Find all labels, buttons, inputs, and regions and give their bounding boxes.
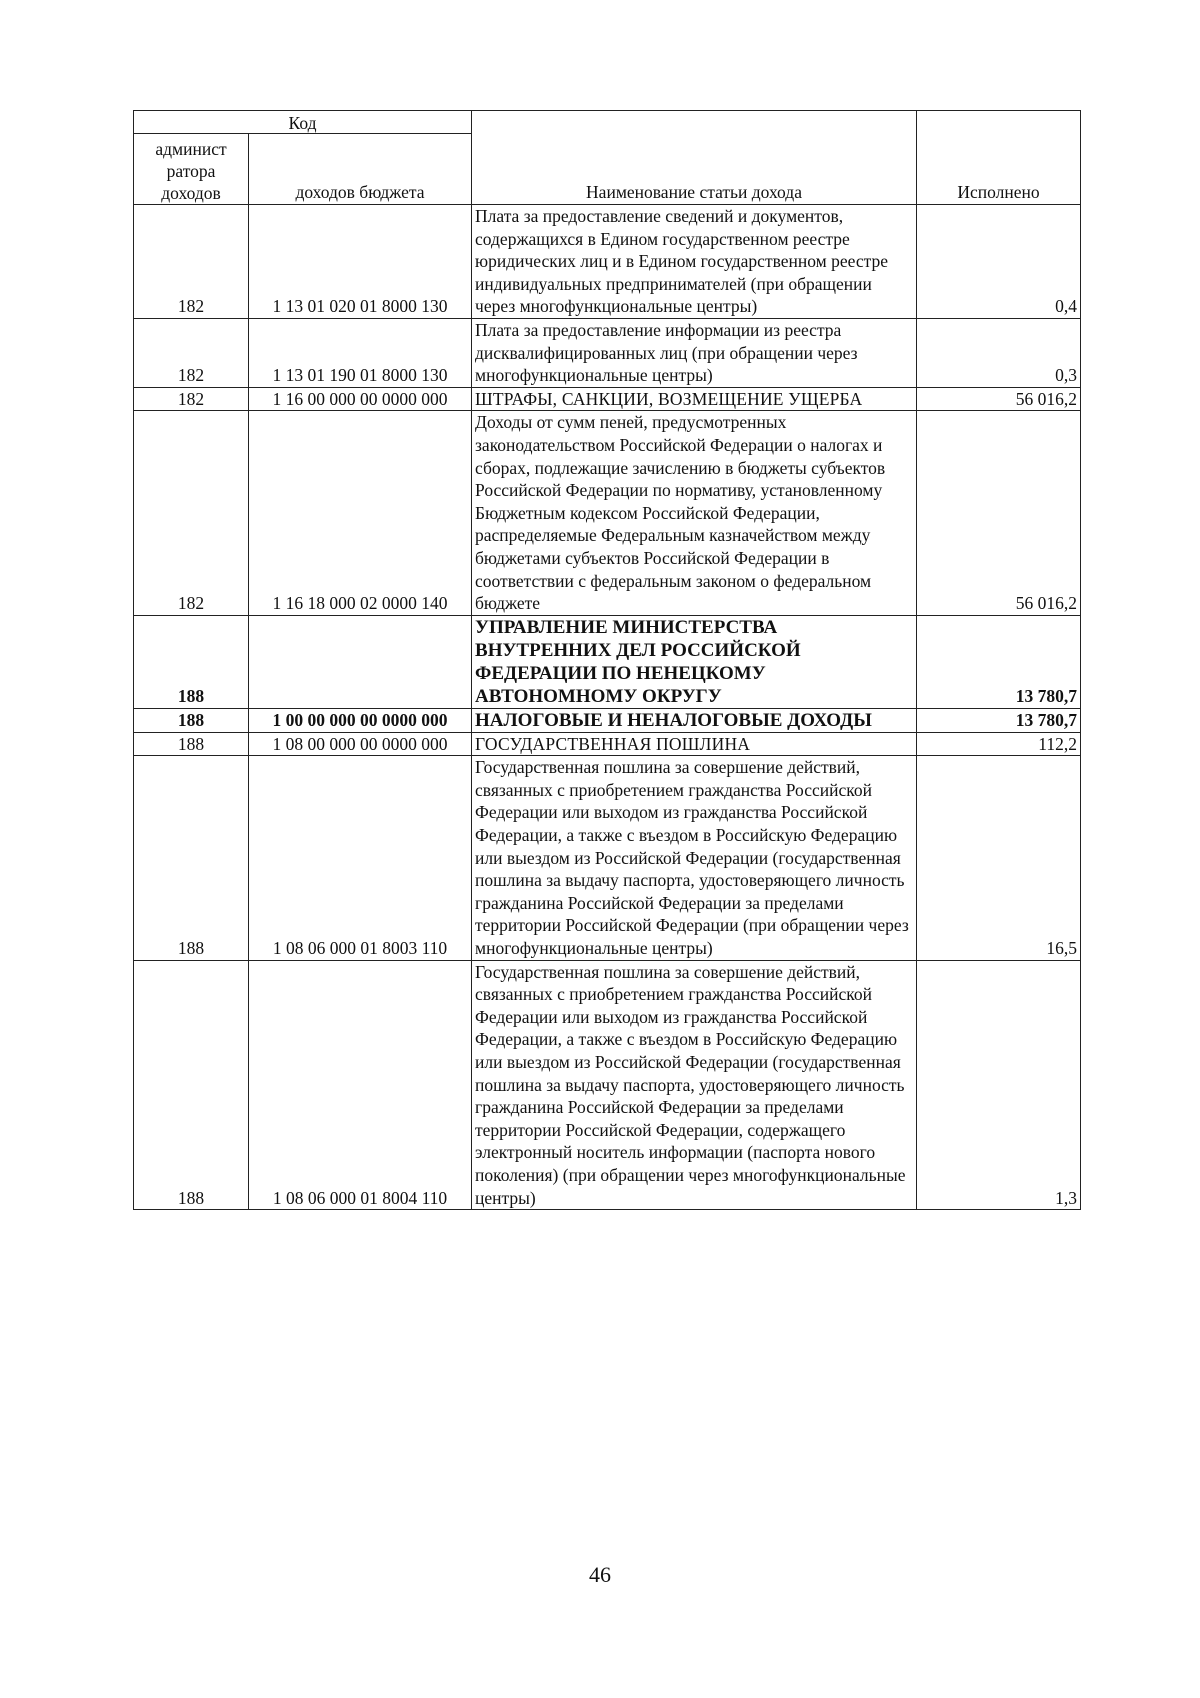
revenue-table bbox=[133, 110, 1081, 1210]
admin-code-cell: 188 bbox=[134, 708, 249, 732]
budget-code-cell: 1 16 18 000 02 0000 140 bbox=[249, 411, 472, 615]
revenue-name-cell: НАЛОГОВЫЕ И НЕНАЛОГОВЫЕ ДОХОДЫ bbox=[472, 708, 917, 732]
table-row bbox=[134, 732, 1081, 756]
budget-code-cell: 1 00 00 000 00 0000 000 bbox=[249, 708, 472, 732]
admin-column-header: админист ратора доходов bbox=[134, 134, 249, 205]
budget-code-cell: 1 08 00 000 00 0000 000 bbox=[249, 732, 472, 756]
code-group-header: Код bbox=[134, 111, 472, 134]
budget-code-cell: 1 08 06 000 01 8003 110 bbox=[249, 756, 472, 960]
executed-value-cell: 112,2 bbox=[917, 732, 1081, 756]
revenue-name-cell: ШТРАФЫ, САНКЦИИ, ВОЗМЕЩЕНИЕ УЩЕРБА bbox=[472, 387, 917, 411]
executed-value-cell: 1,3 bbox=[917, 960, 1081, 1210]
name-column-header: Наименование статьи дохода bbox=[472, 111, 917, 205]
revenue-name-cell: Плата за предоставление сведений и документов, содержащихся в Едином государственном реестре юридических лиц и в Едином государственном реестре индивидуальных предпринимателей (при обращении через многофункциональные центры) bbox=[472, 205, 917, 319]
table-row bbox=[134, 318, 1081, 387]
executed-value-cell: 56 016,2 bbox=[917, 411, 1081, 615]
table-row bbox=[134, 756, 1081, 960]
executed-value-cell: 0,4 bbox=[917, 205, 1081, 319]
executed-value-cell: 56 016,2 bbox=[917, 387, 1081, 411]
table-row bbox=[134, 387, 1081, 411]
admin-code-cell: 188 bbox=[134, 732, 249, 756]
revenue-name-cell: УПРАВЛЕНИЕ МИНИСТЕРСТВА ВНУТРЕННИХ ДЕЛ РОССИЙСКОЙ ФЕДЕРАЦИИ ПО НЕНЕЦКОМУ АВТОНОМНОМУ ОКРУГУ bbox=[472, 615, 917, 708]
revenue-name-cell: ГОСУДАРСТВЕННАЯ ПОШЛИНА bbox=[472, 732, 917, 756]
page-number: 46 bbox=[589, 1562, 611, 1587]
budget-code-cell: 1 13 01 020 01 8000 130 bbox=[249, 205, 472, 319]
revenue-report-sheet bbox=[133, 110, 1080, 1210]
executed-value-cell: 13 780,7 bbox=[917, 708, 1081, 732]
budget-code-cell: 1 16 00 000 00 0000 000 bbox=[249, 387, 472, 411]
table-row-section-header bbox=[134, 708, 1081, 732]
admin-code-cell: 188 bbox=[134, 615, 249, 708]
admin-code-cell: 188 bbox=[134, 756, 249, 960]
revenue-name-cell: Доходы от сумм пеней, предусмотренных законодательством Российской Федерации о налогах и сборах, подлежащие зачислению в бюджеты субъектов Российской Федерации по нормативу, установленному Бюджетным кодексом Российской Федерации, распределяемые Федеральным казначейством между бюджетами субъектов Российской Федерации в соответствии с федеральным законом о федеральном бюджете bbox=[472, 411, 917, 615]
budget-code-cell: 1 13 01 190 01 8000 130 bbox=[249, 318, 472, 387]
budget-code-cell bbox=[249, 615, 472, 708]
budget-code-cell: 1 08 06 000 01 8004 110 bbox=[249, 960, 472, 1210]
revenue-name-cell: Плата за предоставление информации из реестра дисквалифицированных лиц (при обращении через многофункциональные центры) bbox=[472, 318, 917, 387]
admin-code-cell: 188 bbox=[134, 960, 249, 1210]
admin-code-cell: 182 bbox=[134, 318, 249, 387]
executed-value-cell: 0,3 bbox=[917, 318, 1081, 387]
table-row bbox=[134, 411, 1081, 615]
revenue-name-cell: Государственная пошлина за совершение действий, связанных с приобретением гражданства Российской Федерации или выходом из гражданства Российской Федерации, а также с въездом в Российскую Федерацию или выездом из Российской Федерации (государственная пошлина за выдачу паспорта, удостоверяющего личность гражданина Российской Федерации за пределами территории Российской Федерации (при обращении через многофункциональные центры) bbox=[472, 756, 917, 960]
table-row-section-header bbox=[134, 615, 1081, 708]
header-row-top bbox=[134, 111, 1081, 134]
admin-code-cell: 182 bbox=[134, 205, 249, 319]
budget-code-column-header: доходов бюджета bbox=[249, 134, 472, 205]
table-row bbox=[134, 205, 1081, 319]
table-row bbox=[134, 960, 1081, 1210]
revenue-name-cell: Государственная пошлина за совершение действий, связанных с приобретением гражданства Российской Федерации или выходом из гражданства Российской Федерации, а также с въездом в Российскую Федерацию или выездом из Российской Федерации (государственная пошлина за выдачу паспорта, удостоверяющего личность гражданина Российской Федерации за пределами территории Российской Федерации, содержащего электронный носитель информации (паспорта нового поколения) (при обращении через многофункциональные центры) bbox=[472, 960, 917, 1210]
executed-value-cell: 16,5 bbox=[917, 756, 1081, 960]
executed-value-cell: 13 780,7 bbox=[917, 615, 1081, 708]
value-column-header: Исполнено bbox=[917, 111, 1081, 205]
admin-code-cell: 182 bbox=[134, 411, 249, 615]
admin-code-cell: 182 bbox=[134, 387, 249, 411]
